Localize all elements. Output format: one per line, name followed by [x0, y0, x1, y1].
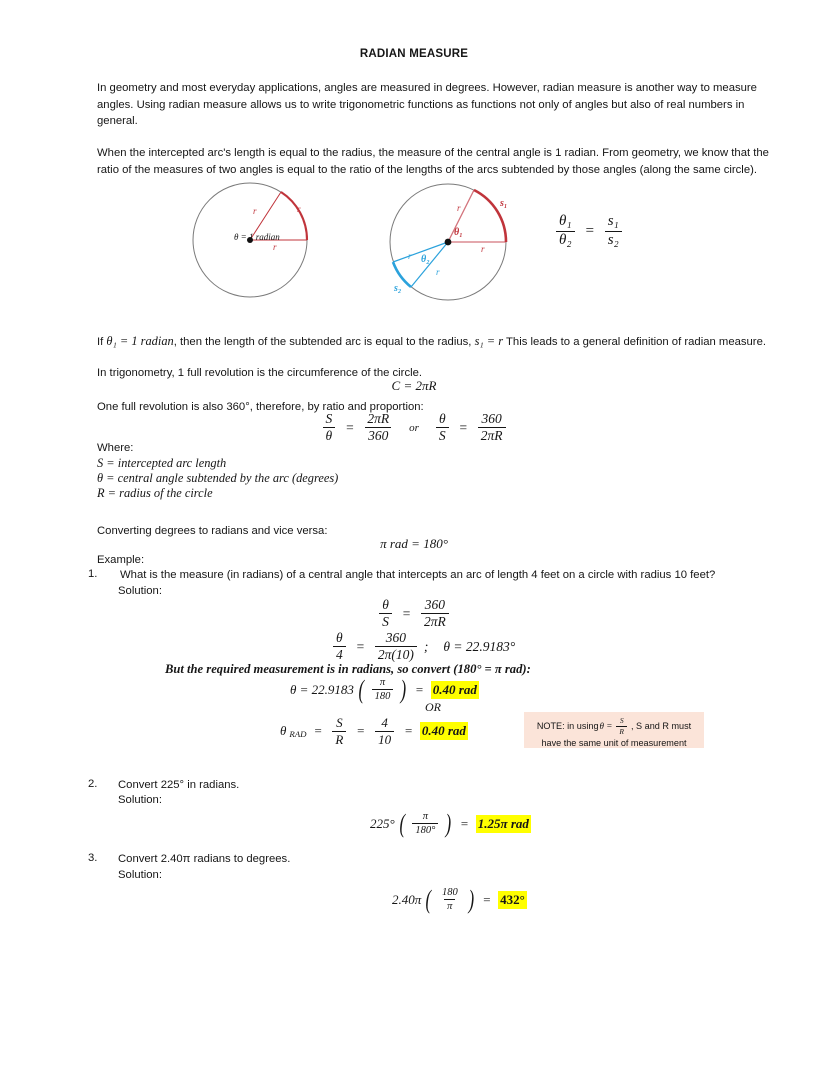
arc-definition-paragraph: When the intercepted arc's length is equal to the radius, the measure of the central angle is 1 radian. From geometry, we know that the ratio of the measures of two angles is equal to the ratio of the lengths of the arcs subtended by those angles (along the same circle). — [97, 147, 769, 176]
where-item-r: R = radius of the circle — [97, 486, 213, 500]
example-3-question: Convert 2.40π radians to degrees. — [118, 853, 291, 865]
pi-rad-equation: π rad = 180° — [380, 536, 448, 551]
ex2-lead: 225° — [370, 815, 395, 831]
ratio-s1: s₁ — [607, 213, 619, 229]
note-box — [524, 712, 704, 748]
example-label: Example: — [97, 554, 145, 566]
diagram1-radius-label-slant: r — [253, 206, 257, 216]
diagram2-radius-label-blue-b: r — [436, 267, 440, 277]
ex1s2-den-r: 2π(10) — [375, 646, 417, 662]
ex1s2-result: θ = 22.9183° — [443, 638, 516, 654]
example-3-answer: 432° — [500, 891, 525, 907]
prop2-den: 360 — [365, 427, 391, 443]
note-text-a: NOTE: in using — [536, 721, 599, 732]
ex1s1-num-r: 360 — [424, 597, 446, 612]
diagram-one-radian-circle — [186, 182, 318, 304]
diagram2-s2-label: s₂ — [394, 283, 402, 294]
ex1s4-sub: RAD — [289, 728, 307, 739]
ex1s3-den: 180 — [372, 689, 394, 702]
prop3-num: θ — [438, 411, 446, 426]
p3-math-2: s₁ = r — [474, 334, 504, 348]
diagram2-theta2-label: θ₂ — [421, 254, 430, 265]
ex2-num: π — [422, 811, 428, 822]
ratio-proportion-paragraph: One full revolution is also 360°, therefore, by ratio and proportion: — [97, 401, 424, 413]
ratio-equation: $\frac{\text{θ₁}}{\text{θ₂}}$ = $\frac{\text{s₁}}{\text{s₂}}$ — [553, 214, 625, 249]
prop1-den: θ — [323, 427, 336, 443]
ex1s3-num: π — [379, 677, 386, 688]
example-2-question: Convert 225° in radians. — [118, 779, 240, 791]
diagram2-radius-label-red-h: r — [481, 244, 485, 254]
diagram1-radius-label-horizontal: r — [273, 242, 277, 252]
diagram2-theta1-label: θ₁ — [454, 227, 463, 238]
example-2-answer: 1.25π rad — [477, 815, 529, 831]
example-1-answer-2: 0.40 rad — [421, 723, 466, 739]
ex3-lead: 2.40π — [392, 891, 422, 907]
where-item-s: S = intercepted arc length — [97, 456, 227, 470]
example-1-question: What is the measure (in radians) of a central angle that intercepts an arc of length 4 feet on a circle with radius 10 feet? — [120, 569, 716, 581]
page-title: RADIAN MEASURE — [359, 48, 469, 60]
ratio-s2: s₂ — [605, 231, 622, 249]
intro-paragraph: In geometry and most everyday applications, angles are measured in degrees. However, radian measure is another way to measure angles. Using radian measure allows us to write trigonometric functions as functions not only of angles but also of real numbers in general. — [97, 82, 757, 127]
example-1-step-1: $\frac{\theta}{S}$ = $\frac{360}{2\pi R}$ — [0, 598, 828, 629]
or-connector: or — [409, 421, 419, 434]
prop3-den: S — [436, 427, 449, 443]
ex1s2-num-r: 360 — [385, 630, 406, 645]
example-1-or-label: OR — [425, 700, 441, 714]
example-3-number: 3. — [88, 852, 98, 864]
diagram2-radius-label-blue-a: r — [408, 251, 412, 261]
ex1s4-num-l: S — [336, 715, 343, 730]
diagram1-arc-label: r — [297, 204, 301, 214]
p3-math-1: θ₁ = 1 radian — [106, 334, 174, 348]
example-3-solution-label: Solution: — [118, 869, 162, 881]
ex3-den: π — [444, 899, 455, 912]
ratio-theta2: θ₂ — [556, 231, 575, 249]
ex1s1-den-l: S — [379, 613, 392, 629]
diagram-two-angles-circle — [383, 182, 518, 308]
circumference-paragraph: In trigonometry, 1 full revolution is the circumference of the circle. — [97, 367, 423, 379]
p3-text-a: If — [97, 336, 107, 348]
ex1s1-num-l: θ — [382, 597, 389, 612]
example-1-step-3: θ = 22.9183 ( $\frac{\pi}{180}$ ) = 0.40 rad — [290, 674, 477, 704]
p3-text-b: , then the length of the subtended arc is equal to the radius, — [173, 336, 475, 348]
example-2-number: 2. — [88, 778, 98, 790]
prop4-den: 2πR — [478, 427, 506, 443]
ex3-num: 180 — [441, 887, 458, 898]
prop1-num: S — [325, 411, 333, 426]
ex2-den: 180° — [412, 823, 438, 836]
example-1-solution-label: Solution: — [118, 585, 162, 597]
example-3-step: 2.40π ( $\frac{180}{\pi}$ ) = 432° — [392, 884, 525, 914]
ex1s1-den-r: 2πR — [421, 613, 449, 629]
ex1s4-lead: θ — [280, 723, 287, 739]
proportion-equations: $\frac{S}{\theta}$ = $\frac{2\pi R}{360}$ or $\frac{\theta}{S}$ = $\frac{360}{2\pi R}$ — [0, 412, 828, 443]
example-1-convert-note: But the required measurement is in radians, so convert (180° = π rad): — [165, 662, 531, 676]
note-box-line-2: have the same unit of measurement — [541, 737, 687, 748]
example-1-step-2: $\frac{\theta}{4}$ = $\frac{360}{2\pi(10)}$ ; θ = 22.9183° — [330, 631, 515, 662]
ratio-theta1: θ₁ — [559, 213, 572, 229]
ex1s3-lead: θ = 22.9183 — [290, 681, 354, 697]
note-theta: θ = — [599, 721, 613, 732]
where-item-theta: θ = central angle subtended by the arc (degrees) — [97, 471, 339, 485]
note-box-line-1 — [530, 717, 698, 736]
example-2-solution-label: Solution: — [118, 794, 162, 806]
prop2-num: 2πR — [367, 411, 390, 426]
ex1s2-num-l: θ — [336, 630, 343, 645]
ex1s4-num-r: 4 — [381, 715, 388, 730]
example-1-step-4: θ RAD = $\frac{S}{R}$ = $\frac{4}{10}$ = 0.40 rad — [280, 715, 466, 747]
diagram1-angle-label: θ = 1 radian — [234, 232, 280, 242]
prop4-num: 360 — [481, 411, 502, 426]
ex1s2-den-l: 4 — [333, 646, 346, 662]
where-label: Where: — [97, 442, 134, 454]
converting-paragraph: Converting degrees to radians and vice versa: — [97, 525, 328, 537]
subtended-arc-paragraph — [97, 334, 766, 350]
ex1s4-den-l: R — [332, 731, 346, 747]
circumference-equation: C = 2πR — [391, 378, 437, 393]
example-1-answer-1: 0.40 rad — [432, 681, 477, 697]
example-2-step: 225° ( $\frac{\pi}{180^\circ}$ ) = 1.25π rad — [370, 808, 529, 838]
ex1s4-den-r: 10 — [375, 731, 394, 747]
diagram2-s1-label: s₁ — [500, 198, 508, 209]
p3-text-c: This leads to a general definition of radian measure. — [503, 336, 766, 348]
note-text-b: , S and R must — [631, 721, 692, 732]
diagram2-radius-label-red-slant: r — [457, 203, 461, 213]
example-1-number: 1. — [88, 568, 98, 580]
note-frac-den: R — [616, 726, 627, 736]
note-frac-num: S — [619, 716, 624, 725]
